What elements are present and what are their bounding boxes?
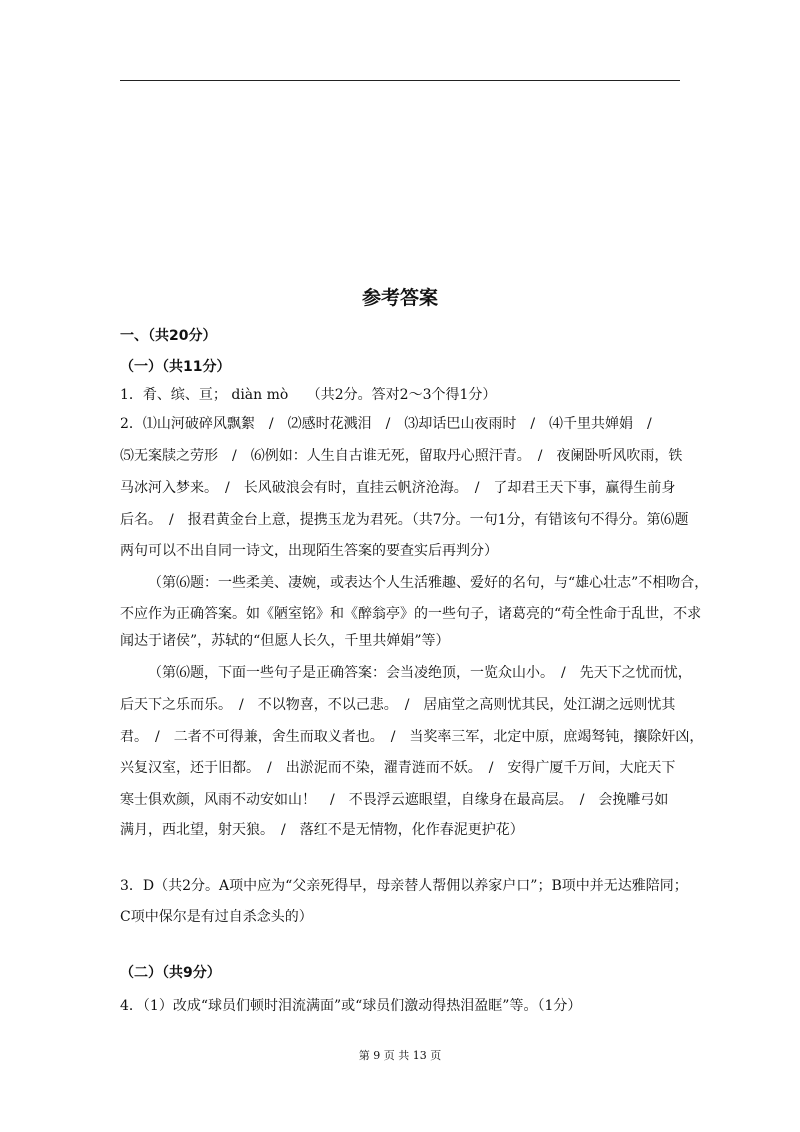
header-rule bbox=[120, 80, 680, 81]
page-footer: 第 9 页 共 13 页 bbox=[358, 1049, 442, 1062]
answer-note: 兴复汉室，还于旧都。 / 出淤泥而不染，濯青涟而不妖。 / 安得广厦千万间，大庇天下 bbox=[120, 760, 676, 776]
page-title: 参考答案 bbox=[361, 287, 438, 309]
answer-line: C项中保尔是有过自杀念头的） bbox=[120, 909, 313, 925]
answer-note: 闻达于诸侯”，苏轼的“但愿人长久，千里共婵娟”等） bbox=[120, 633, 450, 649]
answer-line: 马冰河入梦来。 / 长风破浪会有时，直挂云帆济沧海。 / 了却君王天下事，赢得生前身 bbox=[120, 480, 676, 496]
answer-line: 2．⑴山河破碎风飘絮 / ⑵感时花溅泪 / ⑶却话巴山夜雨时 / ⑷千里共婵娟 / bbox=[120, 416, 652, 432]
answer-note: 不应作为正确答案。如《陋室铭》和《醉翁亭》的一些句子，诸葛亮的“苟全性命于乱世，不求 bbox=[120, 606, 702, 622]
answer-note: 满月，西北望，射天狼。 / 落红不是无情物，化作春泥更护花） bbox=[120, 822, 524, 838]
answer-line: 1．肴、缤、亘； diàn mò （共2分。答对2～3个得1分） bbox=[120, 387, 497, 403]
answer-line: ⑸无案牍之劳形 / ⑹例如：人生自古谁无死，留取丹心照汗青。 / 夜阑卧听风吹雨，铁 bbox=[120, 448, 683, 464]
answer-note: （第⑹题，下面一些句子是正确答案：会当凌绝顶，一览众山小。 / 先天下之忧而忧， bbox=[148, 665, 692, 681]
answer-line: 后名。 / 报君黄金台上意，提携玉龙为君死。（共7分。一句1分，有错该句不得分。第⑹题 bbox=[120, 512, 689, 528]
answer-line: 3．D（共2分。A项中应为“父亲死得早，母亲替人帮佣以养家户口”；B项中并无达雅陪同； bbox=[120, 878, 688, 894]
answer-note: 寒士俱欢颜，风雨不动安如山！ / 不畏浮云遮眼望，自缘身在最高层。 / 会挽雕弓如 bbox=[120, 792, 669, 808]
answer-note: 后天下之乐而乐。 / 不以物喜，不以己悲。 / 居庙堂之高则忧其民，处江湖之远则忧其 bbox=[120, 697, 676, 713]
subsection-heading: （一）（共11分） bbox=[120, 359, 231, 375]
answer-line: 两句可以不出自同一诗文，出现陌生答案的要查实后再判分） bbox=[120, 543, 498, 559]
answer-line: 4．（1）改成“球员们顿时泪流满面”或“球员们激动得热泪盈眶”等。（1分） bbox=[120, 998, 582, 1014]
answer-note: （第⑹题：一些柔美、凄婉，或表达个人生活雅趣、爱好的名句，与“雄心壮志”不相吻合， bbox=[148, 575, 709, 591]
answer-note: 君。 / 二者不可得兼，舍生而取义者也。 / 当奖率三军，北定中原，庶竭驽钝，攘除奸凶， bbox=[120, 729, 704, 745]
section-heading: 一、（共20分） bbox=[120, 328, 217, 344]
subsection-heading: （二）（共9分） bbox=[120, 965, 221, 981]
